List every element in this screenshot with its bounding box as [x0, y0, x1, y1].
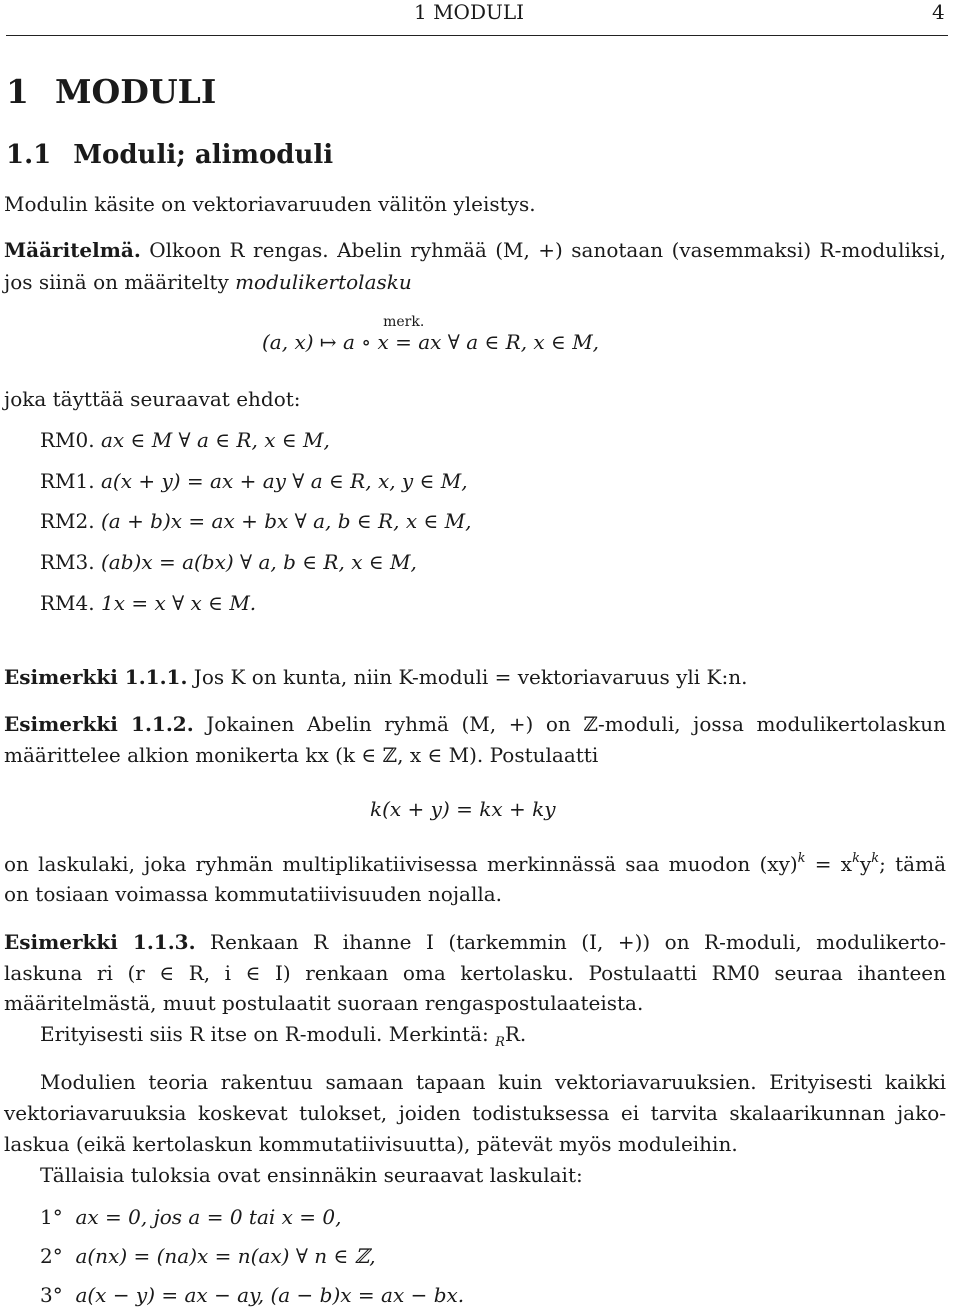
section-title: MODULI	[54, 72, 217, 111]
term-modulikertolasku: modulikertolasku	[235, 270, 412, 294]
subsection-heading	[6, 140, 333, 171]
merk-label: merk.	[383, 314, 425, 330]
intro-text: Modulin käsite on vektoriavaruuden välitön yleistys.	[4, 192, 536, 216]
paragraph-line-2: vektoriavaruuksia koskevat tulokset, joiden todistuksessa ei tarvita skalaarikunnan jako-	[4, 1101, 946, 1125]
section-number: 1	[6, 72, 29, 111]
example-1-1-3-line-1: Esimerkki 1.1.3. Renkaan R ihanne I (tarkemmin (I, +)) on R-moduli, modulikerto-	[4, 930, 947, 954]
definition-line-2: jos siinä on määritelty modulikertolasku	[4, 270, 412, 294]
page-number: 4	[932, 0, 945, 24]
paragraph-line-3: laskua (eikä kertolaskun kommutatiivisuutta), pätevät myös moduleihin.	[4, 1132, 738, 1156]
paragraph-line-1: Modulien teoria rakentuu samaan tapaan kuin vektoriavaruuksien. Erityisesti kaikki	[40, 1070, 946, 1094]
paragraph-line-4: Tällaisia tuloksia ovat ensinnäkin seuraavat laskulait:	[40, 1163, 583, 1187]
law-1: 1° ax = 0, jos a = 0 tai x = 0,	[40, 1205, 342, 1229]
example-1-1-2-line-1: Esimerkki 1.1.2. Jokainen Abelin ryhmä (M, +) on ℤ-moduli, jossa modulikertolaskun	[4, 712, 946, 736]
header-rule	[6, 35, 948, 36]
example-1-1-3-label: Esimerkki 1.1.3.	[4, 930, 196, 954]
example-1-1-2-line-4: on tosiaan voimassa kommutatiivisuuden nojalla.	[4, 882, 503, 906]
example-1-1-3-line-2: laskuna ri (r ∈ R, i ∈ I) renkaan oma kertolasku. Postulaatti RM0 seuraa ihanteen	[4, 961, 946, 985]
axiom-rm1: RM1. a(x + y) = ax + ay ∀ a ∈ R, x, y ∈ M,	[40, 469, 468, 493]
example-1-1-1: Esimerkki 1.1.1. Jos K on kunta, niin K-moduli = vektoriavaruus yli K:n.	[4, 665, 748, 689]
definition-label: Määritelmä.	[4, 238, 141, 262]
axiom-rm2: RM2. (a + b)x = ax + bx ∀ a, b ∈ R, x ∈ M,	[40, 509, 472, 533]
axiom-rm0: RM0. ax ∈ M ∀ a ∈ R, x ∈ M,	[40, 428, 330, 452]
running-header-title: 1 MODULI	[414, 0, 525, 24]
example-1-1-2-line-3: on laskulaki, joka ryhmän multiplikatiivisessa merkinnässä saa muodon $(xy)^k = x^ky^k$; tämä	[4, 851, 946, 876]
example-1-1-2-line-2: määrittelee alkion monikerta kx (k ∈ ℤ, x ∈ M). Postulaatti	[4, 743, 599, 767]
law-3: 3° a(x − y) = ax − ay, (a − b)x = ax − bx.	[40, 1283, 465, 1307]
section-heading	[6, 72, 216, 112]
example-1-1-3-line-4: Erityisesti siis R itse on R-moduli. Merkintä: $_R$R.	[40, 1022, 527, 1050]
axiom-rm3: RM3. (ab)x = a(bx) ∀ a, b ∈ R, x ∈ M,	[40, 550, 417, 574]
definition-display-formula: (a, x) ↦ a ∘ x merk. = ax ∀ a ∈ R, x ∈ M,	[262, 314, 600, 354]
postulate-display-formula: k(x + y) = kx + ky	[370, 797, 556, 821]
subsection-number: 1.1	[6, 140, 52, 170]
law-2: 2° a(nx) = (na)x = n(ax) ∀ n ∈ ℤ,	[40, 1244, 376, 1268]
example-1-1-2-label: Esimerkki 1.1.2.	[4, 712, 194, 736]
example-1-1-1-label: Esimerkki 1.1.1.	[4, 665, 188, 689]
conditions-intro: joka täyttää seuraavat ehdot:	[4, 387, 301, 411]
example-1-1-3-line-3: määritelmästä, muut postulaatit suoraan rengaspostulaateista.	[4, 991, 644, 1015]
definition-line-1: Määritelmä. Olkoon R rengas. Abelin ryhmää (M, +) sanotaan (vasemmaksi) R-moduliksi,	[4, 238, 946, 262]
subsection-title: Moduli; alimoduli	[73, 140, 334, 170]
axiom-rm4: RM4. 1x = x ∀ x ∈ M.	[40, 591, 257, 615]
